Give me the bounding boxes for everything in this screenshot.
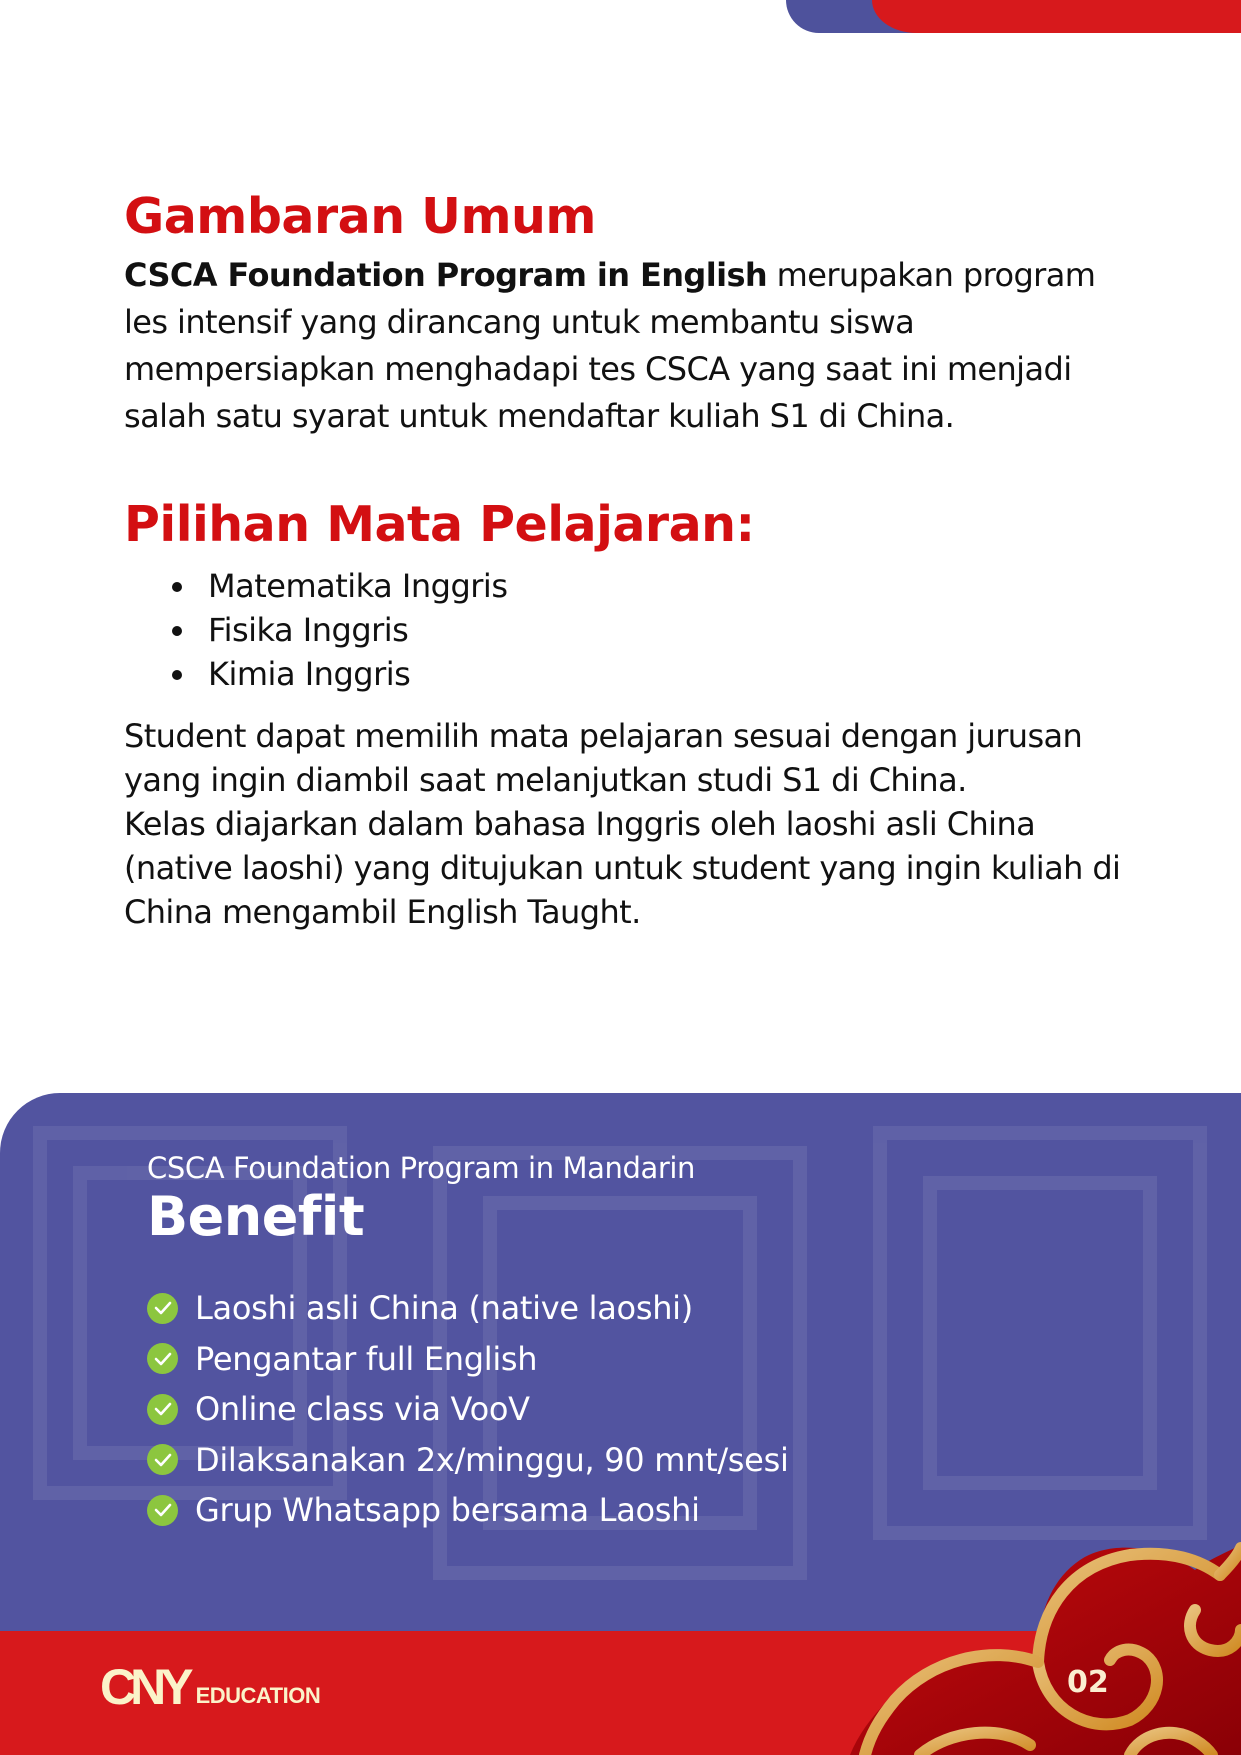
overview-title: Gambaran Umum	[124, 188, 596, 245]
subjects-title: Pilihan Mata Pelajaran:	[124, 496, 755, 553]
logo-text: EDUCATION	[195, 1683, 321, 1708]
subject-label: Matematika Inggris	[208, 567, 508, 605]
intro-description: merupakan program les intensif yang dirancang untuk membantu siswa mempersiapkan menghadapi tes CSCA yang saat ini menjadi salah satu syarat untuk mendaftar kuliah S1 di China.	[124, 256, 1096, 435]
intro-program-name: CSCA Foundation Program in English	[124, 256, 768, 294]
check-circle-icon	[147, 1343, 178, 1374]
benefit-label: Online class via VooV	[195, 1390, 530, 1428]
check-circle-icon	[147, 1293, 178, 1324]
cny-education-logo	[100, 1659, 321, 1715]
overview-intro	[124, 252, 1144, 440]
subjects-list	[124, 564, 1144, 696]
subject-item	[172, 652, 1144, 696]
subject-item	[172, 608, 1144, 652]
benefit-item	[147, 1435, 789, 1486]
subjects-paragraph-1: Student dapat memilih mata pelajaran sesuai dengan jurusan yang ingin diambil saat melanjutkan studi S1 di China.	[124, 717, 1083, 799]
benefit-item	[147, 1384, 789, 1435]
benefit-label: Dilaksanakan 2x/minggu, 90 mnt/sesi	[195, 1440, 789, 1479]
main-content	[124, 182, 1144, 934]
auspicious-cloud-decoration	[840, 1530, 1241, 1755]
bullet-icon	[172, 626, 182, 636]
check-circle-icon	[147, 1444, 178, 1475]
subjects-description	[124, 714, 1144, 934]
check-circle-icon	[147, 1495, 178, 1526]
subject-label: Kimia Inggris	[208, 655, 411, 693]
benefit-label: Grup Whatsapp bersama Laoshi	[195, 1491, 700, 1529]
bullet-icon	[172, 582, 182, 592]
benefit-label: Pengantar full English	[195, 1339, 538, 1378]
benefit-title: Benefit	[147, 1185, 365, 1248]
check-circle-icon	[147, 1394, 178, 1425]
bullet-icon	[172, 670, 182, 680]
top-decoration	[0, 0, 1241, 34]
subject-item	[172, 564, 1144, 608]
page-number: 02	[1067, 1665, 1109, 1700]
top-red-band	[872, 0, 1241, 33]
benefit-label: Laoshi asli China (native laoshi)	[195, 1289, 693, 1327]
logo-mark: CNY	[100, 1659, 188, 1715]
benefit-item	[147, 1485, 789, 1536]
subject-label: Fisika Inggris	[208, 611, 409, 649]
subjects-paragraph-2: Kelas diajarkan dalam bahasa Inggris oleh laoshi asli China (native laoshi) yang ditujukan untuk student yang ingin kuliah di China mengambil English Taught.	[124, 805, 1121, 931]
benefit-subtitle: CSCA Foundation Program in Mandarin	[147, 1151, 696, 1185]
benefit-item	[147, 1283, 789, 1334]
benefit-list	[147, 1283, 789, 1536]
benefit-item	[147, 1334, 789, 1385]
